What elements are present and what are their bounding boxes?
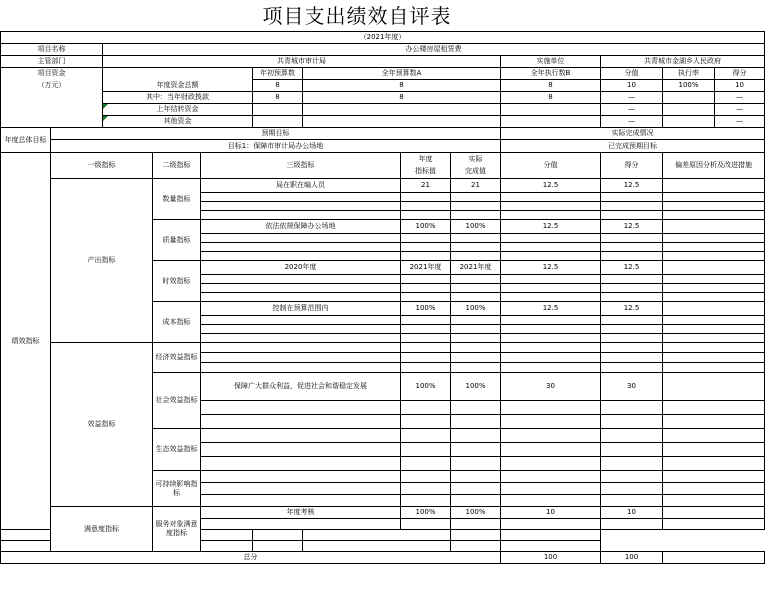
empty-cell[interactable]: [601, 363, 663, 373]
empty-cell[interactable]: [501, 275, 601, 284]
empty-cell[interactable]: [201, 429, 401, 443]
empty-cell[interactable]: [201, 415, 401, 429]
l2-social: 社会效益指标: [153, 373, 201, 429]
l3-reason[interactable]: [663, 220, 765, 234]
l3-reason[interactable]: [663, 302, 765, 316]
group-satisfaction: 满意度指标: [51, 507, 153, 552]
empty-cell[interactable]: [601, 202, 663, 211]
empty-cell[interactable]: [201, 243, 401, 252]
empty-cell[interactable]: [663, 401, 765, 415]
empty-cell[interactable]: [501, 495, 601, 507]
evaluation-table: [0, 31, 765, 564]
l3-got[interactable]: 12.5: [601, 261, 663, 275]
empty-cell[interactable]: [663, 363, 765, 373]
fund-score[interactable]: 10: [601, 80, 663, 92]
empty-cell[interactable]: [303, 541, 451, 552]
empty-cell[interactable]: [501, 211, 601, 220]
empty-cell[interactable]: [501, 415, 601, 429]
empty-cell[interactable]: [501, 234, 601, 243]
dept-value[interactable]: 共青城市审计局: [103, 56, 501, 68]
group-benefit: 效益指标: [51, 343, 153, 507]
dept-label: 主管部门: [1, 56, 103, 68]
l3-name[interactable]: 局在职在编人员: [201, 179, 401, 193]
empty-cell[interactable]: [601, 284, 663, 293]
empty-cell[interactable]: [401, 293, 451, 302]
empty-cell[interactable]: [451, 415, 501, 429]
empty-cell[interactable]: [663, 429, 765, 443]
empty-cell[interactable]: [201, 325, 401, 334]
empty-cell[interactable]: [501, 325, 601, 334]
empty-cell[interactable]: [451, 234, 501, 243]
header-done-a: 实际: [451, 153, 501, 166]
fund-exec[interactable]: [501, 104, 601, 116]
l3-target[interactable]: 100%: [401, 302, 451, 316]
empty-cell[interactable]: [401, 343, 451, 353]
fund-exec[interactable]: 8: [501, 92, 601, 104]
empty-cell[interactable]: [451, 275, 501, 284]
fund-got[interactable]: —: [715, 92, 765, 104]
empty-cell[interactable]: [401, 202, 451, 211]
col-got: 得分: [715, 68, 765, 80]
l3-done[interactable]: 100%: [451, 220, 501, 234]
l2-service: 服务对象满意度指标: [153, 507, 201, 552]
l2-ecological: 生态效益指标: [153, 429, 201, 471]
l3-name[interactable]: 依法依规保障办公场地: [201, 220, 401, 234]
empty-cell[interactable]: [201, 334, 401, 343]
l3-name[interactable]: 年度考核: [201, 507, 401, 519]
empty-cell[interactable]: [663, 243, 765, 252]
header-l3: 三级指标: [201, 153, 401, 179]
empty-cell[interactable]: [501, 252, 601, 261]
header-done-b: 完成值: [451, 166, 501, 179]
l3-target[interactable]: 21: [401, 179, 451, 193]
empty-cell[interactable]: [201, 530, 253, 541]
empty-cell[interactable]: [401, 234, 451, 243]
fund-label-blank: [1, 92, 103, 104]
page-title: 项目支出绩效自评表: [262, 4, 452, 28]
empty-cell[interactable]: [501, 429, 601, 443]
empty-cell[interactable]: [451, 243, 501, 252]
empty-cell[interactable]: [501, 343, 601, 353]
group-output: 产出指标: [51, 179, 153, 343]
empty-cell[interactable]: [663, 457, 765, 471]
fund-annual[interactable]: [303, 116, 501, 128]
l3-name[interactable]: 2020年度: [201, 261, 401, 275]
actual-goal-header: 实际完成情况: [501, 128, 765, 140]
empty-cell[interactable]: [663, 211, 765, 220]
empty-cell[interactable]: [451, 429, 501, 443]
empty-cell[interactable]: [201, 193, 401, 202]
fund-initial[interactable]: 8: [253, 92, 303, 104]
impl-value[interactable]: 共青城市金湖乡人民政府: [601, 56, 765, 68]
header-score: 分值: [501, 153, 601, 179]
empty-cell[interactable]: [663, 284, 765, 293]
l3-target[interactable]: 2021年度: [401, 261, 451, 275]
fund-initial[interactable]: [253, 116, 303, 128]
empty-cell[interactable]: [401, 483, 451, 495]
fund-score[interactable]: —: [601, 92, 663, 104]
empty-cell[interactable]: [401, 363, 451, 373]
project-name-value[interactable]: 办公楼房屋租赁费: [103, 44, 765, 56]
fund-rate[interactable]: [663, 116, 715, 128]
empty-cell[interactable]: [201, 519, 401, 530]
empty-cell[interactable]: [451, 541, 501, 552]
empty-cell[interactable]: [451, 483, 501, 495]
empty-cell[interactable]: [501, 541, 601, 552]
empty-cell[interactable]: [451, 343, 501, 353]
impl-label: 实施单位: [501, 56, 601, 68]
empty-cell[interactable]: [601, 252, 663, 261]
l2-sustainable: 可持续影响指标: [153, 471, 201, 507]
empty-cell[interactable]: [663, 252, 765, 261]
empty-cell[interactable]: [663, 193, 765, 202]
empty-cell[interactable]: [401, 429, 451, 443]
empty-cell[interactable]: [451, 519, 501, 530]
empty-cell[interactable]: [201, 202, 401, 211]
empty-cell[interactable]: [451, 325, 501, 334]
total-got[interactable]: 100: [601, 552, 663, 564]
empty-cell[interactable]: [663, 415, 765, 429]
empty-cell[interactable]: [601, 275, 663, 284]
empty-cell[interactable]: [201, 275, 401, 284]
empty-cell[interactable]: [451, 252, 501, 261]
empty-cell[interactable]: [501, 471, 601, 483]
l3-name[interactable]: 控制在预算范围内: [201, 302, 401, 316]
l3-score[interactable]: 12.5: [501, 179, 601, 193]
empty-cell[interactable]: [501, 284, 601, 293]
empty-cell[interactable]: [601, 293, 663, 302]
empty-cell[interactable]: [601, 243, 663, 252]
empty-cell[interactable]: [401, 519, 451, 530]
l3-done[interactable]: 21: [451, 179, 501, 193]
l3-reason[interactable]: [663, 507, 765, 519]
header-target-b: 指标值: [401, 166, 451, 179]
empty-cell[interactable]: [451, 193, 501, 202]
l3-got[interactable]: 12.5: [601, 220, 663, 234]
empty-cell[interactable]: [201, 401, 401, 415]
empty-cell[interactable]: [201, 541, 253, 552]
l3-done[interactable]: 100%: [451, 373, 501, 401]
l3-score[interactable]: 12.5: [501, 261, 601, 275]
fund-label: 项目资金: [1, 68, 103, 80]
empty-cell[interactable]: [253, 530, 303, 541]
empty-cell[interactable]: [501, 193, 601, 202]
empty-cell[interactable]: [601, 471, 663, 483]
empty-cell[interactable]: [201, 457, 401, 471]
l3-done[interactable]: 2021年度: [451, 261, 501, 275]
empty-cell[interactable]: [663, 293, 765, 302]
empty-cell[interactable]: [501, 483, 601, 495]
l3-target[interactable]: 100%: [401, 220, 451, 234]
empty-cell[interactable]: [451, 334, 501, 343]
empty-cell[interactable]: [663, 483, 765, 495]
total-label: 总分: [1, 552, 501, 564]
empty-cell[interactable]: [253, 541, 303, 552]
header-target-a: 年度: [401, 153, 451, 166]
l2-cost: 成本指标: [153, 302, 201, 343]
l3-score[interactable]: 12.5: [501, 220, 601, 234]
l3-score[interactable]: 30: [501, 373, 601, 401]
empty-cell[interactable]: [303, 530, 451, 541]
empty-cell[interactable]: [663, 234, 765, 243]
fund-rate[interactable]: 100%: [663, 80, 715, 92]
empty-cell[interactable]: [451, 211, 501, 220]
fund-row-label: 其他资金: [103, 116, 253, 128]
empty-cell[interactable]: [501, 334, 601, 343]
header-l1: 一级指标: [51, 153, 153, 179]
empty-cell[interactable]: [401, 401, 451, 415]
empty-cell[interactable]: [601, 483, 663, 495]
fund-annual[interactable]: 8: [303, 80, 501, 92]
header-l2: 二级指标: [153, 153, 201, 179]
empty-cell[interactable]: [601, 343, 663, 353]
empty-cell[interactable]: [501, 243, 601, 252]
empty-cell[interactable]: [663, 443, 765, 457]
empty-cell[interactable]: [201, 483, 401, 495]
empty-cell[interactable]: [663, 325, 765, 334]
empty-cell[interactable]: [451, 284, 501, 293]
fund-row-label: 其中：当年财政拨款: [103, 92, 253, 104]
empty-cell[interactable]: [601, 495, 663, 507]
empty-cell[interactable]: [663, 334, 765, 343]
empty-cell[interactable]: [601, 457, 663, 471]
empty-cell[interactable]: [601, 193, 663, 202]
empty-cell[interactable]: [401, 211, 451, 220]
l3-reason[interactable]: [663, 261, 765, 275]
fund-got[interactable]: 10: [715, 80, 765, 92]
fund-score[interactable]: —: [601, 104, 663, 116]
empty-cell[interactable]: [501, 519, 601, 530]
fund-row-label: 年度资金总额: [103, 80, 253, 92]
empty-cell[interactable]: [601, 353, 663, 363]
l3-got[interactable]: 30: [601, 373, 663, 401]
fund-got[interactable]: —: [715, 116, 765, 128]
col-rate: 执行率: [663, 68, 715, 80]
col-annual: 全年预算数A: [303, 68, 501, 80]
empty-cell[interactable]: [451, 457, 501, 471]
empty-cell[interactable]: [201, 284, 401, 293]
l3-got[interactable]: 12.5: [601, 179, 663, 193]
l3-target[interactable]: 100%: [401, 507, 451, 519]
empty-cell[interactable]: [501, 530, 601, 541]
empty-cell[interactable]: [201, 293, 401, 302]
l3-target[interactable]: 100%: [401, 373, 451, 401]
empty-cell[interactable]: [451, 443, 501, 457]
perf-indicators-label: 绩效指标: [1, 153, 51, 530]
empty-cell[interactable]: [601, 429, 663, 443]
l3-done[interactable]: 100%: [451, 302, 501, 316]
empty-cell[interactable]: [501, 401, 601, 415]
empty-cell[interactable]: [451, 293, 501, 302]
empty-cell[interactable]: [201, 211, 401, 220]
empty-cell[interactable]: [451, 316, 501, 325]
fund-rate[interactable]: [663, 104, 715, 116]
project-name-label: 项目名称: [1, 44, 103, 56]
empty-cell[interactable]: [1, 530, 153, 541]
fund-annual[interactable]: 8: [303, 92, 501, 104]
l3-reason[interactable]: [663, 179, 765, 193]
empty-cell[interactable]: [201, 495, 401, 507]
empty-cell[interactable]: [201, 252, 401, 261]
expected-goal-header: 预期目标: [51, 128, 501, 140]
fund-score[interactable]: —: [601, 116, 663, 128]
total-score[interactable]: 100: [501, 552, 601, 564]
empty-cell[interactable]: [601, 316, 663, 325]
empty-cell[interactable]: [401, 193, 451, 202]
empty-cell[interactable]: [601, 211, 663, 220]
empty-cell[interactable]: [663, 202, 765, 211]
fund-row-label: 上年结转资金: [103, 104, 253, 116]
empty-cell[interactable]: [401, 243, 451, 252]
header-got: 得分: [601, 153, 663, 179]
empty-cell[interactable]: [401, 316, 451, 325]
total-reason[interactable]: [663, 552, 765, 564]
empty-cell[interactable]: [201, 316, 401, 325]
col-score: 分值: [601, 68, 663, 80]
empty-cell[interactable]: [501, 353, 601, 363]
fund-annual[interactable]: [303, 104, 501, 116]
empty-cell[interactable]: [451, 353, 501, 363]
empty-cell[interactable]: [401, 252, 451, 261]
year-cell[interactable]: （2021年度）: [1, 32, 765, 44]
l2-quantity: 数量指标: [153, 179, 201, 220]
empty-cell[interactable]: [451, 471, 501, 483]
l2-timeliness: 时效指标: [153, 261, 201, 302]
empty-cell[interactable]: [601, 234, 663, 243]
fund-exec[interactable]: [501, 116, 601, 128]
empty-cell[interactable]: [501, 363, 601, 373]
actual-goal-text[interactable]: 已完成预期目标: [501, 140, 765, 153]
col-exec: 全年执行数B: [501, 68, 601, 80]
empty-cell[interactable]: [401, 443, 451, 457]
empty-cell[interactable]: [663, 353, 765, 363]
empty-cell[interactable]: [601, 443, 663, 457]
fund-rate[interactable]: [663, 92, 715, 104]
overall-goal-label: 年度总体目标: [1, 128, 51, 153]
l2-quality: 质量指标: [153, 220, 201, 261]
empty-cell[interactable]: [401, 325, 451, 334]
fund-got[interactable]: —: [715, 104, 765, 116]
empty-cell[interactable]: [501, 202, 601, 211]
empty-cell[interactable]: [451, 401, 501, 415]
empty-cell[interactable]: [451, 495, 501, 507]
empty-cell[interactable]: [201, 363, 401, 373]
empty-cell[interactable]: [401, 457, 451, 471]
empty-cell[interactable]: [501, 457, 601, 471]
empty-cell[interactable]: [501, 443, 601, 457]
empty-cell[interactable]: [401, 353, 451, 363]
empty-cell[interactable]: [401, 334, 451, 343]
empty-cell[interactable]: [663, 519, 765, 530]
fund-label-blank: [1, 104, 103, 116]
empty-cell[interactable]: [501, 316, 601, 325]
empty-cell[interactable]: [201, 353, 401, 363]
empty-cell[interactable]: [451, 363, 501, 373]
empty-cell[interactable]: [201, 471, 401, 483]
expected-goal-text[interactable]: 目标1：保障市审计局办公场地: [51, 140, 501, 153]
l3-score[interactable]: 12.5: [501, 302, 601, 316]
header-reason: 偏差原因分析及改进措施: [663, 153, 765, 179]
empty-cell[interactable]: [401, 284, 451, 293]
empty-cell[interactable]: [663, 495, 765, 507]
l3-done[interactable]: 100%: [451, 507, 501, 519]
fund-initial[interactable]: [253, 104, 303, 116]
empty-cell[interactable]: [663, 471, 765, 483]
fund-initial[interactable]: 8: [253, 80, 303, 92]
empty-cell[interactable]: [601, 401, 663, 415]
empty-cell[interactable]: [663, 275, 765, 284]
empty-cell[interactable]: [451, 202, 501, 211]
empty-cell[interactable]: [451, 530, 501, 541]
empty-cell[interactable]: [601, 519, 663, 530]
empty-cell[interactable]: [601, 334, 663, 343]
empty-cell[interactable]: [401, 495, 451, 507]
empty-cell[interactable]: [501, 293, 601, 302]
empty-cell[interactable]: [663, 316, 765, 325]
l3-got[interactable]: 12.5: [601, 302, 663, 316]
fund-blank[interactable]: [103, 68, 253, 80]
l3-got[interactable]: 10: [601, 507, 663, 519]
empty-cell[interactable]: [663, 343, 765, 353]
empty-cell[interactable]: [401, 471, 451, 483]
empty-cell[interactable]: [1, 541, 153, 552]
l2-economic: 经济效益指标: [153, 343, 201, 373]
fund-label-blank: [1, 116, 103, 128]
empty-cell[interactable]: [601, 415, 663, 429]
empty-cell[interactable]: [401, 275, 451, 284]
empty-cell[interactable]: [601, 325, 663, 334]
empty-cell[interactable]: [201, 343, 401, 353]
fund-exec[interactable]: 8: [501, 80, 601, 92]
l3-name[interactable]: 保障广大群众利益，促进社会和谐稳定发展: [201, 373, 401, 401]
l3-reason[interactable]: [663, 373, 765, 401]
l3-score[interactable]: 10: [501, 507, 601, 519]
empty-cell[interactable]: [401, 415, 451, 429]
empty-cell[interactable]: [201, 234, 401, 243]
fund-unit-label: （万元）: [1, 80, 103, 92]
empty-cell[interactable]: [201, 443, 401, 457]
col-initial: 年初预算数: [253, 68, 303, 80]
